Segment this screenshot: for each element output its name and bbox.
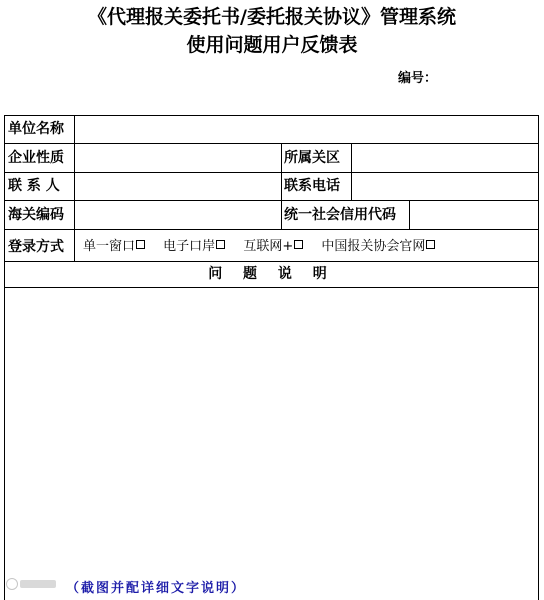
title-line-2: 使用问题用户反馈表 (186, 34, 358, 56)
contact-phone-label: 联系电话 (284, 178, 340, 194)
row-divider (5, 287, 538, 288)
option-label: 中国报关协会官网 (321, 239, 426, 254)
option-label: 互联网+ (243, 239, 294, 254)
contact-person-label: 联 系 人 (8, 178, 60, 194)
watermark-text-block (20, 580, 56, 588)
credit-code-label: 统一社会信用代码 (284, 207, 396, 223)
problem-section-label: 问 题 说 明 (208, 266, 335, 282)
login-method-label: 登录方式 (8, 239, 64, 255)
feedback-form (4, 115, 539, 600)
title-line-1: 《代理报关委托书/委托报关协议》管理系统 (88, 6, 456, 28)
option-label: 电子口岸 (163, 239, 216, 254)
checkbox[interactable] (294, 240, 303, 249)
login-options (83, 238, 449, 256)
login-option-internet-plus[interactable] (243, 238, 303, 256)
customs-district-label: 所属关区 (284, 150, 340, 166)
checkbox[interactable] (216, 240, 225, 249)
login-option-single-window[interactable] (83, 238, 145, 256)
column-divider (281, 143, 282, 229)
row-divider (5, 229, 538, 230)
enterprise-type-label: 企业性质 (8, 150, 64, 166)
checkbox[interactable] (136, 240, 145, 249)
column-divider (74, 116, 75, 261)
row-divider (5, 261, 538, 262)
login-option-association-site[interactable] (321, 238, 435, 256)
serial-number-label: 编号： (398, 71, 438, 86)
unit-name-label: 单位名称 (8, 121, 64, 137)
watermark (6, 575, 60, 593)
customs-code-label: 海关编码 (8, 207, 64, 223)
row-divider (5, 143, 538, 144)
row-divider (5, 172, 538, 173)
screenshot-instruction-note: （截图并配详细文字说明） (66, 581, 247, 596)
column-divider (409, 200, 410, 229)
option-label: 单一窗口 (83, 239, 136, 254)
column-divider (351, 143, 352, 200)
login-option-e-port[interactable] (163, 238, 225, 256)
checkbox[interactable] (426, 240, 435, 249)
watermark-logo-icon (6, 578, 18, 590)
row-divider (5, 200, 538, 201)
